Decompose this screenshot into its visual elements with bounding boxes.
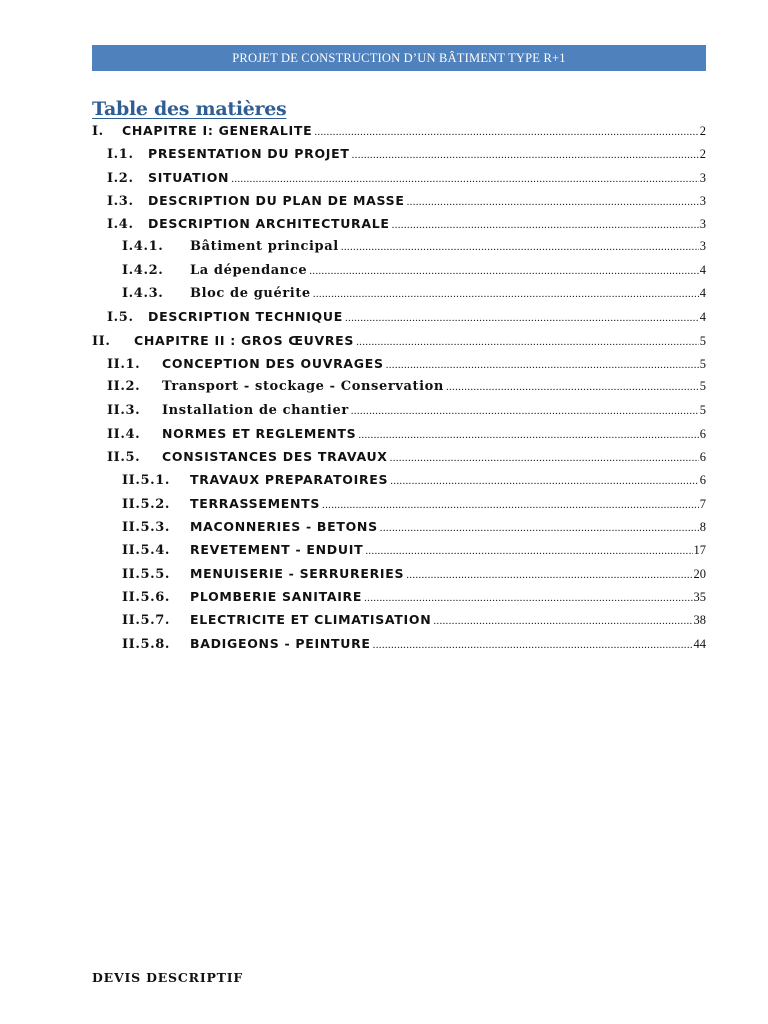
toc-entry-label: CONSISTANCES DES TRAVAUX	[162, 449, 388, 465]
toc-entry-page: 5	[699, 333, 706, 348]
toc-entry-label: Installation de chantier	[162, 402, 349, 418]
toc-entry-label: DESCRIPTION DU PLAN DE MASSE	[148, 192, 405, 208]
toc-entry-menuiserie-serrureries[interactable]	[92, 566, 706, 589]
toc-entry-number: II.5.8.	[122, 636, 171, 652]
toc-entry-number: I.2.	[107, 170, 134, 186]
toc-entry-normes-et-reglements[interactable]	[92, 426, 706, 449]
toc-title: Table des matières	[92, 98, 287, 120]
toc-entry-label: MENUISERIE - SERRURERIES	[190, 565, 405, 581]
dot-leader	[380, 522, 699, 534]
toc-entry-label: Bâtiment principal	[190, 239, 339, 255]
toc-entry-electricite-climatisation[interactable]	[92, 612, 706, 635]
toc-entry-chapitre-2[interactable]	[92, 333, 706, 356]
toc-entry-label: BADIGEONS - PEINTURE	[190, 635, 371, 651]
dot-leader	[358, 429, 698, 441]
toc-entry-label: TERRASSEMENTS	[190, 495, 321, 511]
toc-entry-number: I.	[92, 124, 104, 139]
toc-entry-label: CHAPITRE I: GENERALITE	[122, 123, 313, 138]
page-header-banner	[92, 45, 706, 71]
toc-entry-number: II.5.6.	[122, 589, 171, 605]
toc-entry-page: 17	[693, 543, 706, 558]
dot-leader	[365, 545, 692, 557]
toc-entry-number: II.2.	[107, 379, 141, 395]
dot-leader	[322, 499, 699, 511]
toc-entry-revetement-enduit[interactable]	[92, 542, 706, 565]
dot-leader	[373, 639, 693, 651]
toc-entry-number: I.4.2.	[122, 262, 164, 278]
toc-entry-page: 6	[699, 473, 706, 488]
toc-entry-page: 4	[699, 286, 706, 301]
dot-leader	[446, 381, 699, 393]
toc-entry-number: I.3.	[107, 193, 134, 209]
toc-entry-maconneries-betons[interactable]	[92, 519, 706, 542]
toc-entry-number: I.4.3.	[122, 286, 164, 302]
dot-leader	[345, 312, 699, 324]
dot-leader	[313, 288, 699, 300]
toc-entry-label: ELECTRICITE ET CLIMATISATION	[190, 612, 432, 628]
toc-entry-conception-des-ouvrages[interactable]	[92, 356, 706, 379]
toc-entry-label: REVETEMENT - ENDUIT	[190, 542, 364, 558]
toc-entry-label: PRESENTATION DU PROJET	[148, 146, 350, 162]
toc-entry-label: PLOMBERIE SANITAIRE	[190, 588, 363, 604]
toc-entry-number: II.5.4.	[122, 543, 171, 559]
toc-entry-page: 35	[693, 589, 706, 604]
toc-entry-number: I.1.	[107, 147, 134, 163]
toc-entry-page: 7	[699, 496, 706, 511]
dot-leader	[390, 452, 699, 464]
toc-entry-page: 4	[699, 262, 706, 277]
dot-leader	[356, 336, 699, 348]
toc-entry-number: I.4.	[107, 217, 134, 233]
dot-leader	[341, 241, 699, 253]
toc-entry-label: La dépendance	[190, 262, 308, 278]
toc-entry-number: II.5.1.	[122, 473, 171, 489]
toc-entry-badigeons-peinture[interactable]	[92, 636, 706, 659]
toc-entry-number: II.3.	[107, 402, 141, 418]
toc-entry-number: I.5.	[107, 310, 134, 326]
toc-entry-page: 2	[699, 147, 706, 162]
toc-entry-page: 44	[693, 636, 706, 651]
toc-entry-page: 3	[699, 193, 706, 208]
toc-entry-label: TRAVAUX PREPARATOIRES	[190, 472, 389, 488]
toc-entry-label: Transport - stockage - Conservation	[162, 379, 444, 395]
dot-leader	[351, 405, 699, 417]
toc-entry-plomberie-sanitaire[interactable]	[92, 589, 706, 612]
toc-entry-consistances-des-travaux[interactable]	[92, 449, 706, 472]
toc-entry-chapitre-1[interactable]	[92, 123, 706, 146]
toc-entry-page: 38	[693, 613, 706, 628]
dot-leader	[314, 126, 698, 138]
toc-entry-label: MACONNERIES - BETONS	[190, 519, 378, 535]
dot-leader	[309, 265, 699, 277]
dot-leader	[386, 359, 699, 371]
toc-entry-number: I.4.1.	[122, 239, 164, 255]
toc-entry-page: 5	[699, 356, 706, 371]
toc-entry-installation-de-chantier[interactable]	[92, 403, 706, 426]
toc-entry-description-technique[interactable]	[92, 309, 706, 332]
toc-entry-batiment-principal[interactable]	[92, 239, 706, 262]
toc-entry-page: 8	[699, 520, 706, 535]
toc-entry-page: 5	[699, 402, 706, 417]
toc-entry-bloc-de-guerite[interactable]	[92, 286, 706, 309]
toc-entry-label: CONCEPTION DES OUVRAGES	[162, 355, 384, 371]
toc-entry-page: 2	[699, 124, 706, 138]
toc-entry-number: II.5.	[107, 450, 141, 466]
toc-entry-label: NORMES ET REGLEMENTS	[162, 425, 357, 441]
toc-entry-number: II.5.3.	[122, 520, 171, 536]
dot-leader	[231, 173, 699, 185]
toc-entry-page: 20	[693, 566, 706, 581]
dot-leader	[406, 569, 692, 581]
toc-entry-page: 3	[699, 239, 706, 254]
toc-entry-description-architecturale[interactable]	[92, 216, 706, 239]
toc-entry-label: DESCRIPTION ARCHITECTURALE	[148, 216, 390, 232]
toc-entry-travaux-preparatoires[interactable]	[92, 472, 706, 495]
toc-entry-la-dependance[interactable]	[92, 263, 706, 286]
header-text: PROJET DE CONSTRUCTION D’UN BÂTIMENT TYPE R+1	[232, 50, 566, 65]
toc-entry-label: SITUATION	[148, 169, 230, 185]
toc-entry-page: 5	[699, 379, 706, 394]
toc-entry-label: DESCRIPTION TECHNIQUE	[148, 309, 343, 325]
toc-entry-number: II.5.7.	[122, 613, 171, 629]
toc-entry-page: 3	[699, 170, 706, 185]
dot-leader	[433, 615, 692, 627]
toc-entry-label: Bloc de guérite	[190, 286, 311, 302]
toc-entry-number: II.4.	[107, 426, 141, 442]
toc-entry-plan-de-masse[interactable]	[92, 193, 706, 216]
toc-entry-number: II.	[92, 333, 111, 349]
dot-leader	[364, 592, 692, 604]
toc-entry-number: II.5.2.	[122, 496, 171, 512]
table-of-contents	[92, 123, 706, 659]
dot-leader	[390, 475, 699, 487]
toc-entry-label: CHAPITRE II : GROS ŒUVRES	[134, 332, 355, 348]
toc-entry-terrassements[interactable]	[92, 496, 706, 519]
toc-entry-number: II.1.	[107, 356, 141, 372]
toc-entry-transport-stockage[interactable]	[92, 379, 706, 402]
toc-entry-number: II.5.5.	[122, 566, 171, 582]
toc-entry-page: 6	[699, 426, 706, 441]
dot-leader	[392, 219, 699, 231]
dot-leader	[352, 149, 699, 161]
toc-entry-page: 3	[699, 217, 706, 232]
toc-entry-page: 4	[699, 310, 706, 325]
toc-entry-presentation-du-projet[interactable]	[92, 146, 706, 169]
page-footer: DEVIS DESCRIPTIF	[92, 970, 244, 985]
toc-entry-page: 6	[699, 450, 706, 465]
dot-leader	[407, 196, 699, 208]
toc-entry-situation[interactable]	[92, 170, 706, 193]
